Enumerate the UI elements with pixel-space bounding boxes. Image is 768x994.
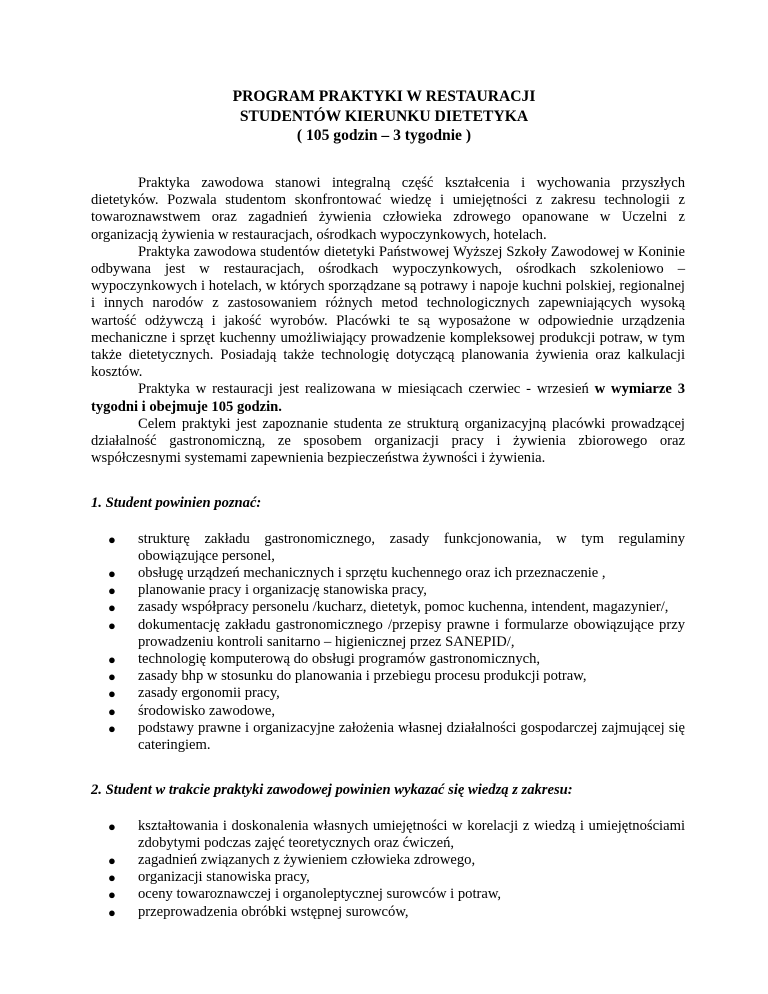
list-item: ● zasady bhp w stosunku do planowania i przebiegu procesu produkcji potraw, [108,668,587,685]
bullet-icon: ● [108,600,116,616]
list-item: ● planowanie pracy i organizację stanowiska pracy, [108,582,427,599]
document-body [91,175,685,921]
list-item: ● zasady współpracy personelu /kucharz, dietetyk, pomoc kuchenna, intendent, magazynier/, [108,599,669,616]
list-item: ● dokumentację zakładu gastronomicznego /przepisy prawne i formularze obowiązujące przy prowadzeniu kontroli sanitarno – higienicznej przez SANEPID/, [108,616,685,650]
bullet-icon: ● [108,686,116,702]
section-2-list [91,818,685,921]
document-title [0,87,768,146]
bullet-icon: ● [108,703,116,719]
intro-paragraph-3 [91,381,685,415]
intro-paragraph-4: Celem praktyki jest zapoznanie studenta ze strukturą organizacyjną placówki prowadzącej działalność gastronomiczną, ze sposobem organizacji pracy i żywienia zbiorowego oraz współczesnymi systemami zapewnienia bezpieczeństwa żywności i żywienia. [91,415,685,467]
title-line-2: STUDENTÓW KIERUNKU DIETETYKA [239,107,529,125]
intro-paragraph-3-bold: w wymiarze 3 tygodni i obejmuje 105 godzin. [91,381,685,415]
list-item: ● obsługę urządzeń mechanicznych i sprzętu kuchennego oraz ich przeznaczenie , [108,565,606,582]
title-line-3: ( 105 godzin – 3 tygodnie ) [296,127,472,144]
bullet-icon: ● [108,652,116,668]
intro-paragraph-1: Praktyka zawodowa stanowi integralną część kształcenia i wychowania przyszłych dietetyków. Pozwala studentom skonfrontować wiedzę i umiejętności z zakresu technologii z towaroznawstwem oraz zagadnień żywienia człowieka zdrowego opanowane w Uczelni z organizacją żywienia w restauracjach, ośrodkach wypoczynkowych, hotelach. [91,175,685,243]
section-2-heading: 2. Student w trakcie praktyki zawodowej powinien wykazać się wiedzą z zakresu: [91,782,573,799]
bullet-icon: ● [108,887,116,903]
list-item: ● organizacji stanowiska pracy, [108,869,310,886]
bullet-icon: ● [108,720,116,736]
list-item: ● przeprowadzenia obróbki wstępnej surowców, [108,903,409,920]
title-line-1: PROGRAM PRAKTYKI W RESTAURACJI [232,88,536,105]
bullet-icon: ● [108,870,116,886]
bullet-icon: ● [108,531,116,547]
list-item: ● zagadnień związanych z żywieniem człowieka zdrowego, [108,851,476,868]
bullet-icon: ● [108,904,116,920]
list-item: ● technologię komputerową do obsługi programów gastronomicznych, [108,651,541,668]
section-1-list [91,531,685,755]
bullet-icon: ● [108,669,116,685]
list-item: ● oceny towaroznawczej i organoleptycznej surowców i potraw, [108,886,502,903]
intro-paragraph-3-text: Praktyka w restauracji jest realizowana w miesiącach czerwiec - wrzesień [138,381,589,398]
bullet-icon: ● [108,818,116,834]
bullet-icon: ● [108,566,116,582]
bullet-icon: ● [108,583,116,599]
list-item: ● kształtowania i doskonalenia własnych umiejętności w korelacji z wiedzą i umiejętnościami zdobytymi podczas zajęć teoretycznych oraz ćwiczeń, [108,817,685,851]
bullet-icon: ● [108,852,116,868]
bullet-icon: ● [108,617,116,633]
list-item: ● środowisko zawodowe, [108,702,275,719]
list-item: ● podstawy prawne i organizacyjne założenia własnej działalności gospodarczej zajmującej się cateringiem. [108,719,685,754]
list-item: ● strukturę zakładu gastronomicznego, zasady funkcjonowania, w tym regulaminy obowiązujące personel, [108,530,685,564]
list-item: ● zasady ergonomii pracy, [108,685,280,702]
section-1-heading: 1. Student powinien poznać: [91,495,262,512]
intro-paragraph-2: Praktyka zawodowa studentów dietetyki Państwowej Wyższej Szkoły Zawodowej w Koninie odbywana jest w restauracjach, ośrodkach wypoczynkowych, ośrodkach szkoleniowo – wypoczynkowych i hotelach, w których sporządzane są potrawy i napoje kuchni polskiej, regionalnej i innych narodów z zastosowaniem różnych metod technologicznych zapewniających wysoką wartość odżywczą i jakość wyrobów. Placówki te są wyposażone w odpowiednie urządzenia mechaniczne i sprzęt kuchenny umożliwiający prowadzenie kompleksowej produkcji potraw, w tym także dietetycznych. Posiadają także technologię dotyczącą planowania żywienia oraz kalkulacji kosztów. [91,243,685,381]
